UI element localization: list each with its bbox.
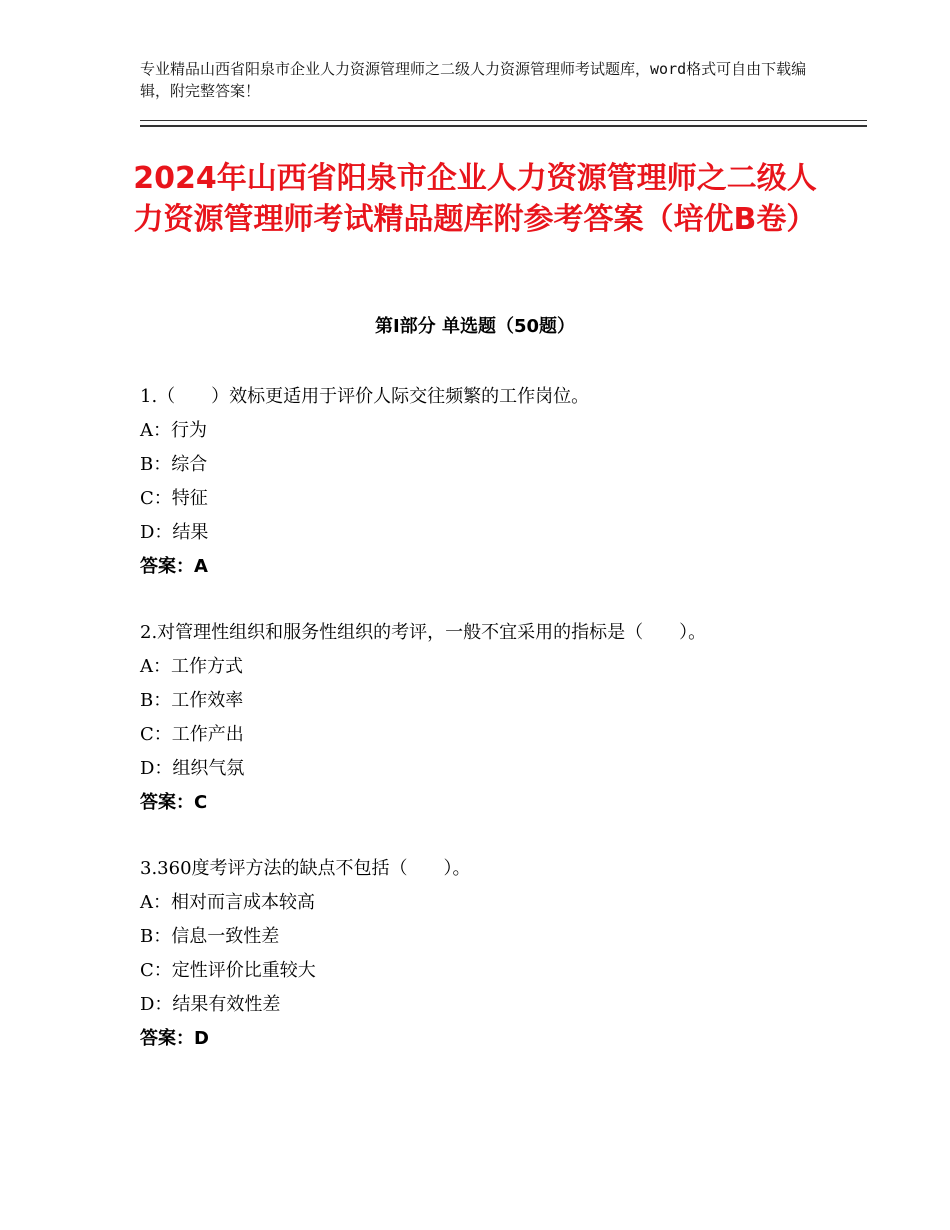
answer: 答案：D <box>140 1028 209 1049</box>
question-3 <box>140 852 840 1056</box>
option-a: A：相对而言成本较高 <box>140 892 315 913</box>
question-1 <box>140 380 840 584</box>
question-stem: 2.对管理性组织和服务性组织的考评，一般不宜采用的指标是（ ）。 <box>140 622 707 643</box>
option-c: C：工作产出 <box>140 724 244 745</box>
option-a: A：工作方式 <box>140 656 243 677</box>
option-b: B：综合 <box>140 454 208 475</box>
option-b: B：信息一致性差 <box>140 926 280 947</box>
question-stem: 1.（ ）效标更适用于评价人际交往频繁的工作岗位。 <box>140 386 590 407</box>
option-b: B：工作效率 <box>140 690 244 711</box>
document-title: 2024年山西省阳泉市企业人力资源管理师之二级人力资源管理师考试精品题库附参考答案（培优B卷） <box>133 161 817 237</box>
header-divider <box>140 120 867 127</box>
option-a: A：行为 <box>140 420 207 441</box>
section-heading: 第Ⅰ部分 单选题（50题） <box>374 316 575 337</box>
option-c: C：特征 <box>140 488 208 509</box>
answer: 答案：A <box>140 556 208 577</box>
option-d: D：结果有效性差 <box>140 994 281 1015</box>
answer: 答案：C <box>140 792 208 813</box>
question-list <box>140 380 840 1088</box>
option-d: D：组织气氛 <box>140 758 245 779</box>
option-d: D：结果 <box>140 522 209 543</box>
header-note: 专业精品山西省阳泉市企业人力资源管理师之二级人力资源管理师考试题库，word格式可自由下载编辑，附完整答案！ <box>140 60 807 100</box>
option-c: C：定性评价比重较大 <box>140 960 316 981</box>
question-stem: 3.360度考评方法的缺点不包括（ ）。 <box>140 858 471 879</box>
question-2 <box>140 616 840 820</box>
